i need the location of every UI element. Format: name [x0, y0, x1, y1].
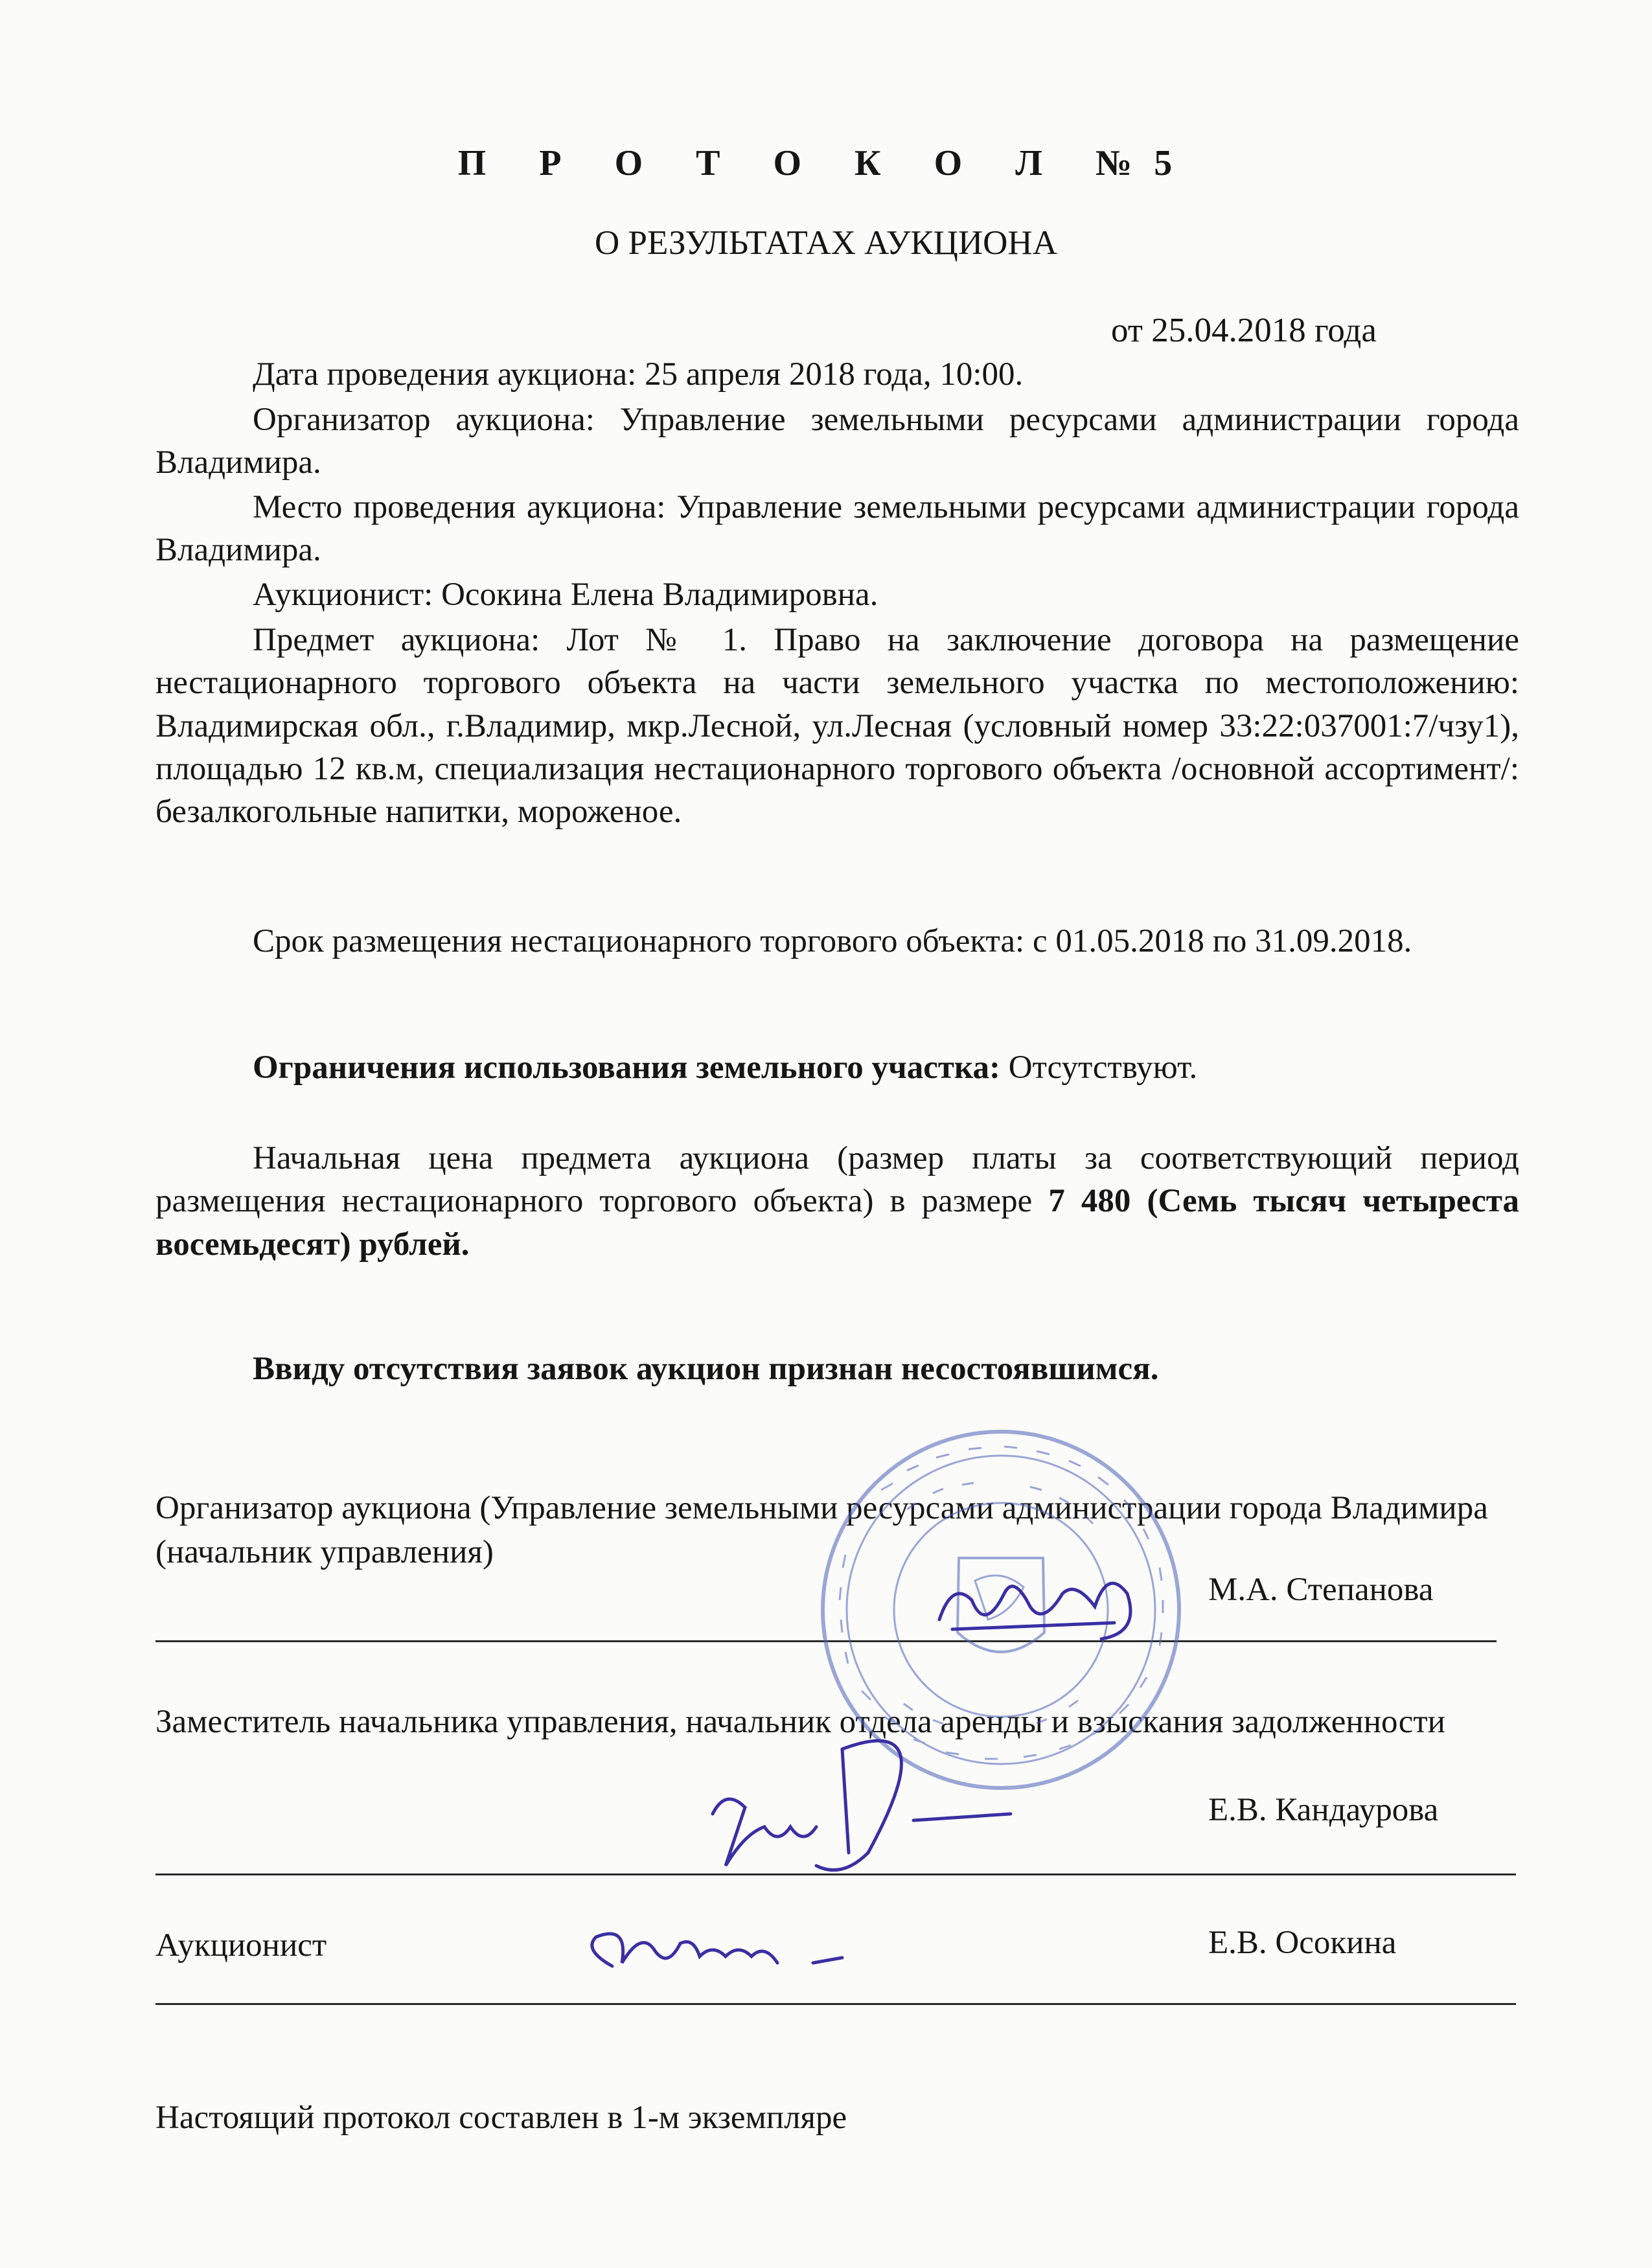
price-paragraph: [155, 1137, 1519, 1266]
footer-note: Настоящий протокол составлен в 1-м экземпляре: [155, 2100, 847, 2136]
organizer-signature-name: М.А. Степанова: [1208, 1572, 1434, 1608]
document-title: П Р О Т О К О Л №5: [457, 143, 1195, 183]
term-paragraph: Срок размещения нестационарного торгового объекта: с 01.05.2018 по 31.09.2018.: [253, 923, 1412, 959]
price-text: Начальная цена предмета аукциона (размер платы за соответствующий период размещения нестационарного торгового объекта) в размере: [155, 1140, 1519, 1220]
document-subtitle: О РЕЗУЛЬТАТАХ АУКЦИОНА: [595, 224, 1057, 262]
auctioneer-signature-name: Е.В. Осокина: [1208, 1925, 1397, 1961]
signature-stepanova-icon: [939, 1583, 1130, 1639]
auctioneer-signature-role: Аукционист: [155, 1927, 327, 1964]
deputy-signature-name: Е.В. Кандаурова: [1208, 1792, 1439, 1828]
organizer-paragraph: Организатор аукциона: Управление земельными ресурсами администрации города Владимира.: [155, 402, 1519, 481]
restrictions-label: Ограничения использования земельного участка:: [253, 1049, 1001, 1086]
organizer-signature-role: Организатор аукциона (Управление земельными ресурсами администрации города Владимира (начальник управления): [155, 1490, 1488, 1570]
deputy-signature-role: Заместитель начальника управления, начальник отдела аренды и взыскания задолженности: [155, 1704, 1445, 1740]
auction-date-paragraph: Дата проведения аукциона: 25 апреля 2018 года, 10:00.: [253, 356, 1024, 393]
subject-paragraph: Предмет аукциона: Лот № 1. Право на заключение договора на размещение нестационарного торгового объекта на части земельного участка по местоположению: Владимирская обл., г.Владимир, мкр.Лесной, ул.Лесная (условный номер 33:22:037001:7/чзу1), площадью 12 кв.м, специализация нестационарного торгового объекта /основной ассортимент/: безалкогольные напитки, мороженое.: [155, 622, 1519, 830]
signature-kandaurova-icon: [713, 1741, 1011, 1870]
signature-line-3: [155, 2003, 1516, 2005]
price-amount: 7 480 (Семь тысяч четыреста восемьдесят) рублей.: [155, 1183, 1519, 1263]
place-paragraph: Место проведения аукциона: Управление земельными ресурсами администрации города Владимира.: [155, 489, 1519, 569]
result-paragraph: Ввиду отсутствия заявок аукцион признан несостоявшимся.: [253, 1351, 1159, 1387]
restrictions-value: Отсутствуют.: [1000, 1049, 1198, 1086]
auctioneer-paragraph: Аукционист: Осокина Елена Владимировна.: [253, 577, 878, 613]
restrictions-paragraph: [155, 1046, 1519, 1089]
signature-line-1: [155, 1640, 1497, 1642]
signature-osokina-icon: [592, 1934, 842, 1966]
document-date: от 25.04.2018 года: [1111, 312, 1377, 349]
signature-line-2: [155, 1873, 1516, 1875]
